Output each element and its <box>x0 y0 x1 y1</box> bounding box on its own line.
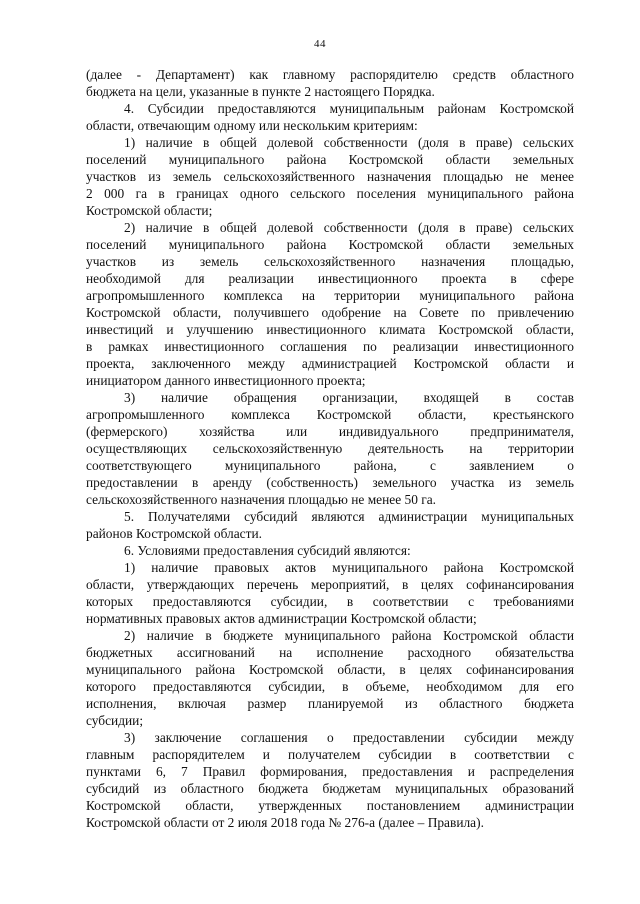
text-line: субсидии; <box>86 713 144 728</box>
text-line: 1) наличие в общей долевой собственности (доля в праве) сельских <box>124 135 574 150</box>
text-line: 3) наличие обращения организации, входящей в состав <box>124 390 574 405</box>
text-line: исполнения, включая размер планируемой из областного бюджета <box>86 696 574 711</box>
text-line: районов Костромской области. <box>86 526 262 541</box>
text-line: Костромской области от 2 июля 2018 года № 276-а (далее – Правила). <box>86 815 484 830</box>
text-line: необходимой для реализации инвестиционного проекта в сфере <box>86 271 574 286</box>
text-line: 4. Субсидии предоставляются муниципальным районам Костромской <box>124 101 574 116</box>
text-line: нормативных правовых актов администрации Костромской области; <box>86 611 477 626</box>
text-line: инвестиций и улучшению инвестиционного климата Костромской области, <box>86 322 574 337</box>
text-line: проекта, заключенного между администрацией Костромской области и <box>86 356 574 371</box>
paragraph-p5 <box>86 508 574 542</box>
text-line: предоставлении в аренду (собственность) земельного участка из земель <box>86 475 574 490</box>
paragraph-p6 <box>86 542 574 559</box>
text-line: Костромской области; <box>86 203 213 218</box>
text-line: 5. Получателями субсидий являются администрации муниципальных <box>124 509 574 524</box>
text-line: главным распорядителем и получателем субсидии в соответствии с <box>86 747 574 762</box>
text-line: 2 000 га в границах одного сельского поселения муниципального района <box>86 186 574 201</box>
text-line: области, отвечающим одному или нескольким критериям: <box>86 118 418 133</box>
text-line: которых предоставляются субсидии, в соответствии с требованиями <box>86 594 574 609</box>
text-line: инициатором данного инвестиционного проекта; <box>86 373 366 388</box>
text-line: 2) наличие в бюджете муниципального района Костромской области <box>124 628 574 643</box>
text-line: субсидий из областного бюджета бюджетам муниципальных образований <box>86 781 574 796</box>
paragraph-p6-3 <box>86 729 574 831</box>
text-line: муниципального района Костромской области, в целях софинансирования <box>86 662 574 677</box>
text-line: 3) заключение соглашения о предоставлении субсидии между <box>124 730 574 745</box>
text-line: сельскохозяйственного назначения площадью не менее 50 га. <box>86 492 437 507</box>
text-line: осуществляющих сельскохозяйственную деятельность на территории <box>86 441 574 456</box>
text-line: участков из земель сельскохозяйственного назначения площадью, <box>86 254 574 269</box>
document-body <box>86 66 574 831</box>
text-line: участков из земель сельскохозяйственного назначения площадью не менее <box>86 169 574 184</box>
text-line: соответствующего муниципального района, с заявлением о <box>86 458 574 473</box>
page-number: 44 <box>314 38 326 50</box>
text-line: в рамках инвестиционного соглашения по реализации инвестиционного <box>86 339 574 354</box>
paragraph-p6-1 <box>86 559 574 627</box>
paragraph-p4-3 <box>86 389 574 508</box>
paragraph-p0 <box>86 66 574 100</box>
text-line: 1) наличие правовых актов муниципального района Костромской <box>124 560 574 575</box>
text-line: агропромышленного комплекса Костромской области, крестьянского <box>86 407 574 422</box>
text-line: (фермерского) хозяйства или индивидуального предпринимателя, <box>86 424 574 439</box>
paragraph-p4 <box>86 100 574 134</box>
text-line: поселений муниципального района Костромской области земельных <box>86 237 574 252</box>
text-line: Костромской области, получившего одобрение на Совете по привлечению <box>86 305 574 320</box>
paragraph-p4-2 <box>86 219 574 389</box>
text-line: агропромышленного комплекса на территории муниципального района <box>86 288 574 303</box>
paragraph-p6-2 <box>86 627 574 729</box>
text-line: (далее - Департамент) как главному распорядителю средств областного <box>86 67 574 82</box>
text-line: поселений муниципального района Костромской области земельных <box>86 152 574 167</box>
text-line: бюджетных ассигнований на исполнение расходного обязательства <box>86 645 574 660</box>
text-line: 6. Условиями предоставления субсидий являются: <box>124 543 411 558</box>
text-line: Костромской области, утвержденных постановлением администрации <box>86 798 574 813</box>
text-line: бюджета на цели, указанные в пункте 2 настоящего Порядка. <box>86 84 435 99</box>
text-line: области, утверждающих перечень мероприятий, в целях софинансирования <box>86 577 574 592</box>
text-line: 2) наличие в общей долевой собственности (доля в праве) сельских <box>124 220 574 235</box>
text-line: которого предоставляются субсидии, в объеме, необходимом для его <box>86 679 574 694</box>
paragraph-p4-1 <box>86 134 574 219</box>
text-line: пунктами 6, 7 Правил формирования, предоставления и распределения <box>86 764 574 779</box>
